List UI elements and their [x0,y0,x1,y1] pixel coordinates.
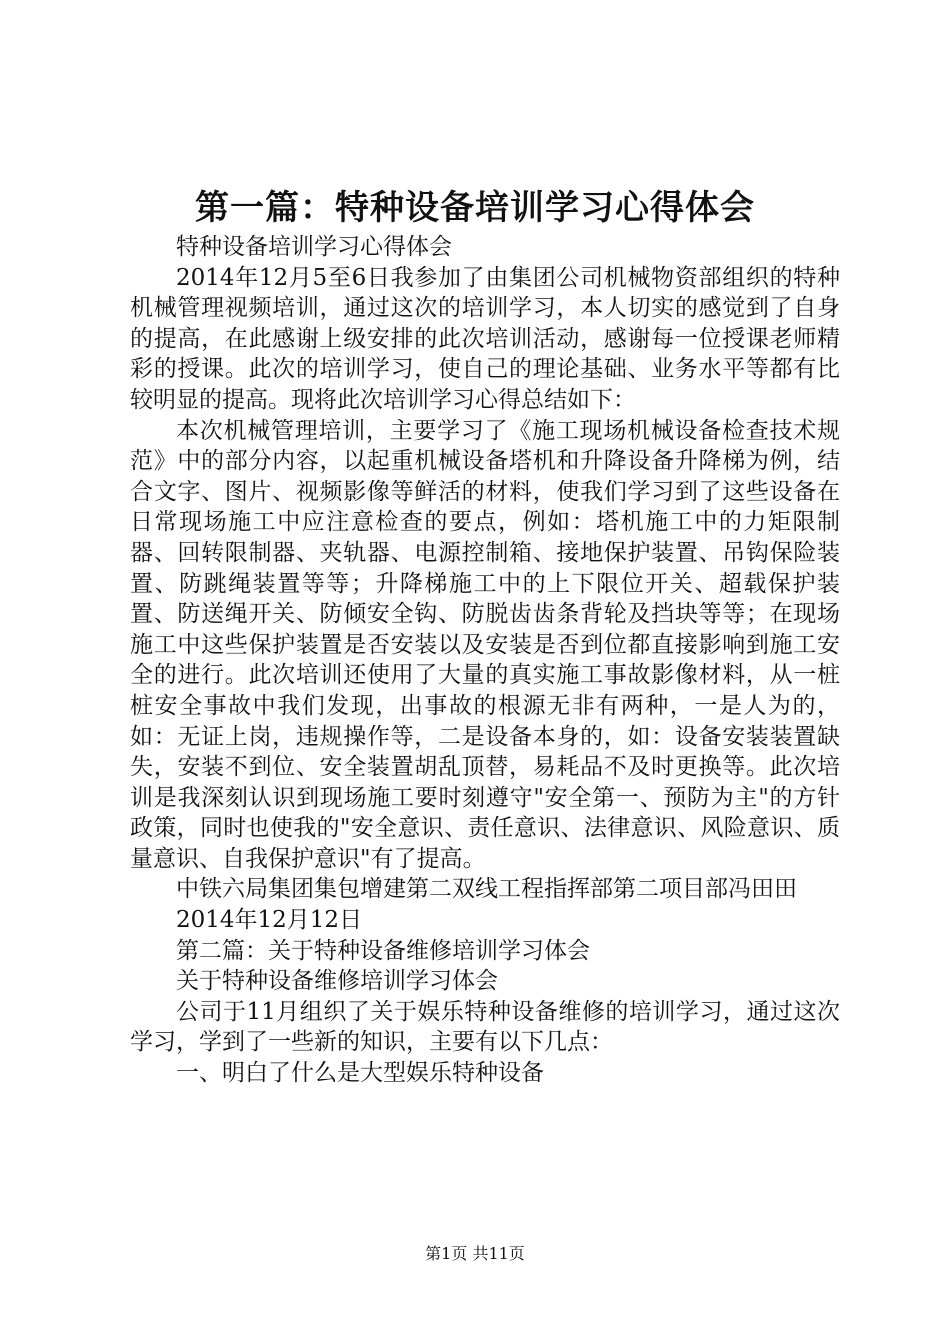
paragraph-second-subtitle: 关于特种设备维修培训学习体会 [176,968,498,995]
paragraph-date: 2014年12月12日 [176,907,363,934]
paragraph-subtitle: 特种设备培训学习心得体会 [176,234,452,260]
document-title: 第一篇：特种设备培训学习心得体会 [195,188,755,228]
page-footer: 第1页 共11页 [425,1244,525,1263]
document-body [130,232,840,1089]
paragraph-second-intro: 公司于11月组织了关于娱乐特种设备维修的培训学习，通过这次学习，学到了一些新的知识，主要有以下几点： [130,998,840,1056]
paragraph-second-title: 第二篇：关于特种设备维修培训学习体会 [176,937,590,964]
paragraph-content: 本次机械管理培训，主要学习了《施工现场机械设备检查技术规范》中的部分内容，以起重机械设备塔机和升降设备升降梯为例，结合文字、图片、视频影像等鲜活的材料，使我们学习到了这些设备在日常现场施工中应注意检查的要点，例如：塔机施工中的力矩限制器、回转限制器、夹轨器、电源控制箱、接地保护装置、吊钩保险装置、防跳绳装置等等；升降梯施工中的上下限位开关、超载保护装置、防送绳开关、防倾安全钩、防脱齿齿条背轮及挡块等等；在现场施工中这些保护装置是否安装以及安装是否到位都直接影响到施工安全的进行。此次培训还使用了大量的真实施工事故影像材料，从一桩桩安全事故中我们发现，出事故的根源无非有两种，一是人为的，如：无证上岗，违规操作等，二是设备本身的，如：设备安装装置缺失，安装不到位、安全装置胡乱顶替，易耗品不及时更换等。此次培训是我深刻认识到现场施工要时刻遵守"安全第一、预防为主"的方针政策，同时也使我的"安全意识、责任意识、法律意识、风险意识、质量意识、自我保护意识"有了提高。 [130,417,840,872]
paragraph-intro: 2014年12月5至6日我参加了由集团公司机械物资部组织的特种机械管理视频培训，通过这次的培训学习，本人切实的感觉到了自身的提高，在此感谢上级安排的此次培训活动，感谢每一位授课老师精彩的授课。此次的培训学习，使自己的理论基础、业务水平等都有比较明显的提高。现将此次培训学习心得总结如下： [130,264,840,413]
paragraph-second-point-1: 一、明白了什么是大型娱乐特种设备 [176,1060,544,1087]
paragraph-signature: 中铁六局集团集包增建第二双线工程指挥部第二项目部冯田田 [176,876,797,903]
